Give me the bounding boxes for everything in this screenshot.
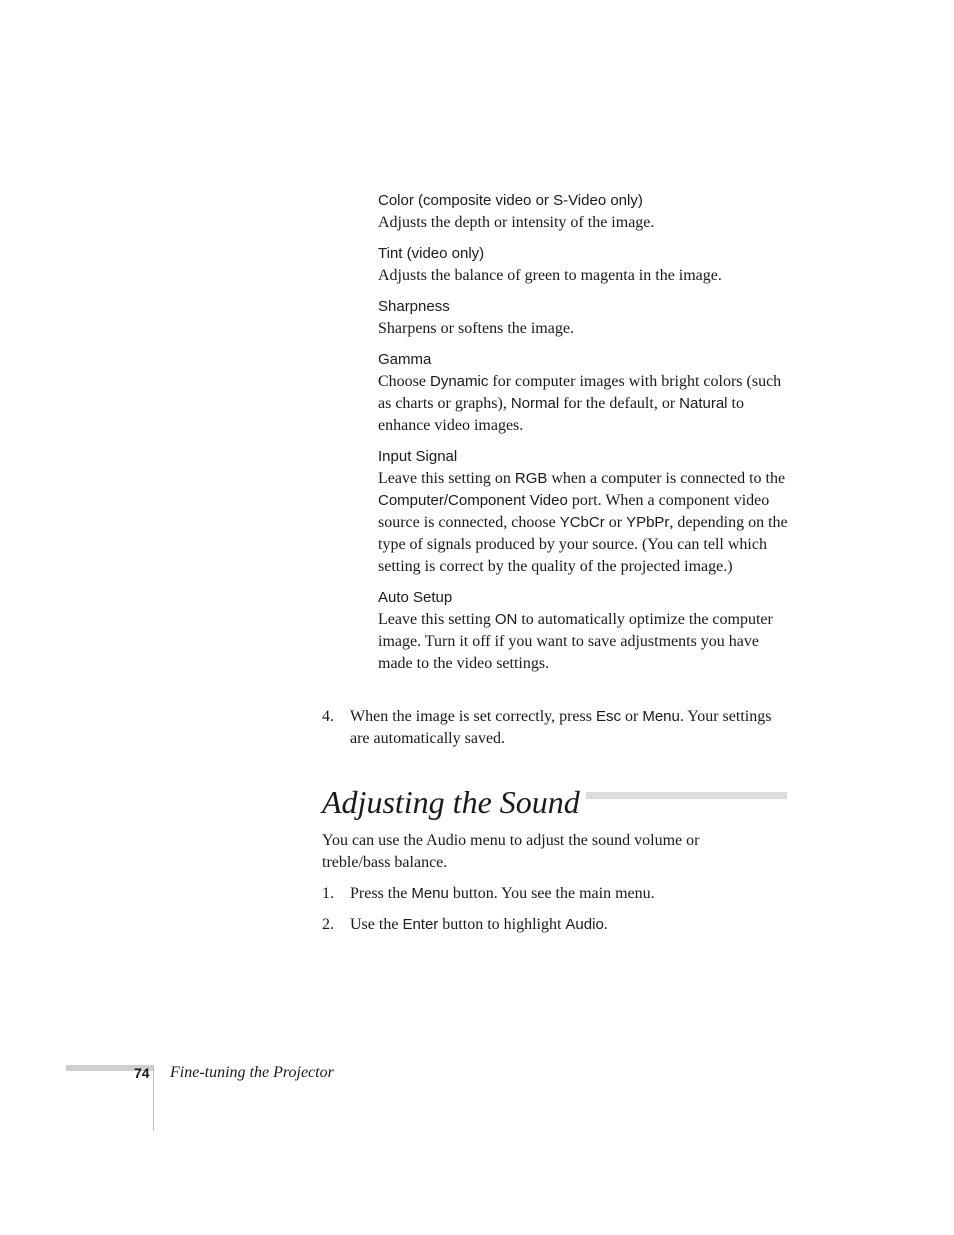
- ui-term: RGB: [514, 470, 548, 487]
- settings-list: [378, 190, 788, 684]
- page-number: 74: [134, 1065, 150, 1081]
- step-text-part: . Your settings are automatically saved.: [350, 708, 772, 747]
- desc-text: to enhance video images.: [378, 395, 744, 434]
- setting-name: Gamma: [378, 351, 432, 368]
- desc-text: Leave this setting: [378, 611, 495, 628]
- setting-name: Auto Setup: [378, 589, 453, 606]
- desc-text: for the default, or: [559, 395, 680, 412]
- footer-rule: [153, 1065, 154, 1131]
- ui-term: ON: [494, 611, 518, 628]
- desc-text: to automatically optimize the computer image. Turn it off if you want to save adjustments you have made to the video settings.: [378, 611, 773, 672]
- setting-description: Adjusts the depth or intensity of the image.: [378, 214, 655, 231]
- step-2: [322, 914, 792, 936]
- ui-term: Normal: [510, 395, 560, 412]
- setting-gamma: [378, 349, 788, 437]
- setting-name: Sharpness: [378, 298, 450, 315]
- ui-term: Dynamic: [430, 373, 489, 390]
- chapter-title: Fine-tuning the Projector: [170, 1064, 334, 1081]
- desc-text: for computer images with bright colors (such as charts or graphs),: [378, 373, 782, 412]
- step-1: [322, 883, 792, 905]
- step-text: [350, 883, 792, 905]
- setting-tint: [378, 243, 788, 287]
- desc-text: port. When a component video source is connected, choose: [378, 492, 770, 531]
- step-text-part: or: [621, 708, 643, 725]
- desc-text: , depending on the type of signals produced by your source. (You can tell which setting is correct by the quality of the projected image.): [378, 514, 788, 575]
- step-text-part: Press the: [350, 885, 412, 902]
- desc-text: Leave this setting on: [378, 470, 515, 487]
- step-4: [322, 706, 792, 750]
- setting-color: [378, 190, 788, 234]
- setting-name: Tint (video only): [378, 245, 485, 262]
- ui-term: YPbPr: [626, 514, 670, 531]
- step-text-part: button. You see the main menu.: [448, 885, 655, 902]
- setting-description: Sharpens or softens the image.: [378, 320, 574, 337]
- step-text-part: When the image is set correctly, press: [350, 708, 596, 725]
- setting-name: Input Signal: [378, 448, 458, 465]
- setting-description: [378, 609, 788, 675]
- ui-term: Computer/Component Video: [378, 492, 568, 509]
- desc-text: Choose: [378, 373, 430, 390]
- setting-sharpness: [378, 296, 788, 340]
- ui-term: YCbCr: [559, 514, 605, 531]
- step-number: 1.: [322, 885, 334, 902]
- setting-description: Adjusts the balance of green to magenta in the image.: [378, 267, 722, 284]
- ui-term: Natural: [679, 395, 728, 412]
- desc-text: or: [604, 514, 627, 531]
- setting-input-signal: [378, 446, 788, 578]
- step-number: 2.: [322, 916, 334, 933]
- ui-term: Menu: [642, 708, 680, 725]
- ui-term: Audio: [565, 916, 604, 933]
- step-text-part: Use the: [350, 916, 403, 933]
- ui-term: Enter: [402, 916, 439, 933]
- setting-description: [378, 468, 788, 578]
- desc-text: when a computer is connected to the: [547, 470, 786, 487]
- setting-description: [378, 371, 788, 437]
- ui-term: Esc: [595, 708, 621, 725]
- step-number: 4.: [322, 708, 334, 725]
- step-text: [350, 706, 792, 750]
- section-intro: You can use the Audio menu to adjust the sound volume or treble/bass balance.: [322, 832, 700, 871]
- step-text: [350, 914, 792, 936]
- setting-auto-setup: [378, 587, 788, 675]
- step-text-part: button to highlight: [438, 916, 566, 933]
- section-title: Adjusting the Sound: [322, 782, 586, 822]
- setting-name: Color (composite video or S-Video only): [378, 192, 643, 209]
- ui-term: Menu: [411, 885, 449, 902]
- step-text-part: .: [603, 916, 608, 933]
